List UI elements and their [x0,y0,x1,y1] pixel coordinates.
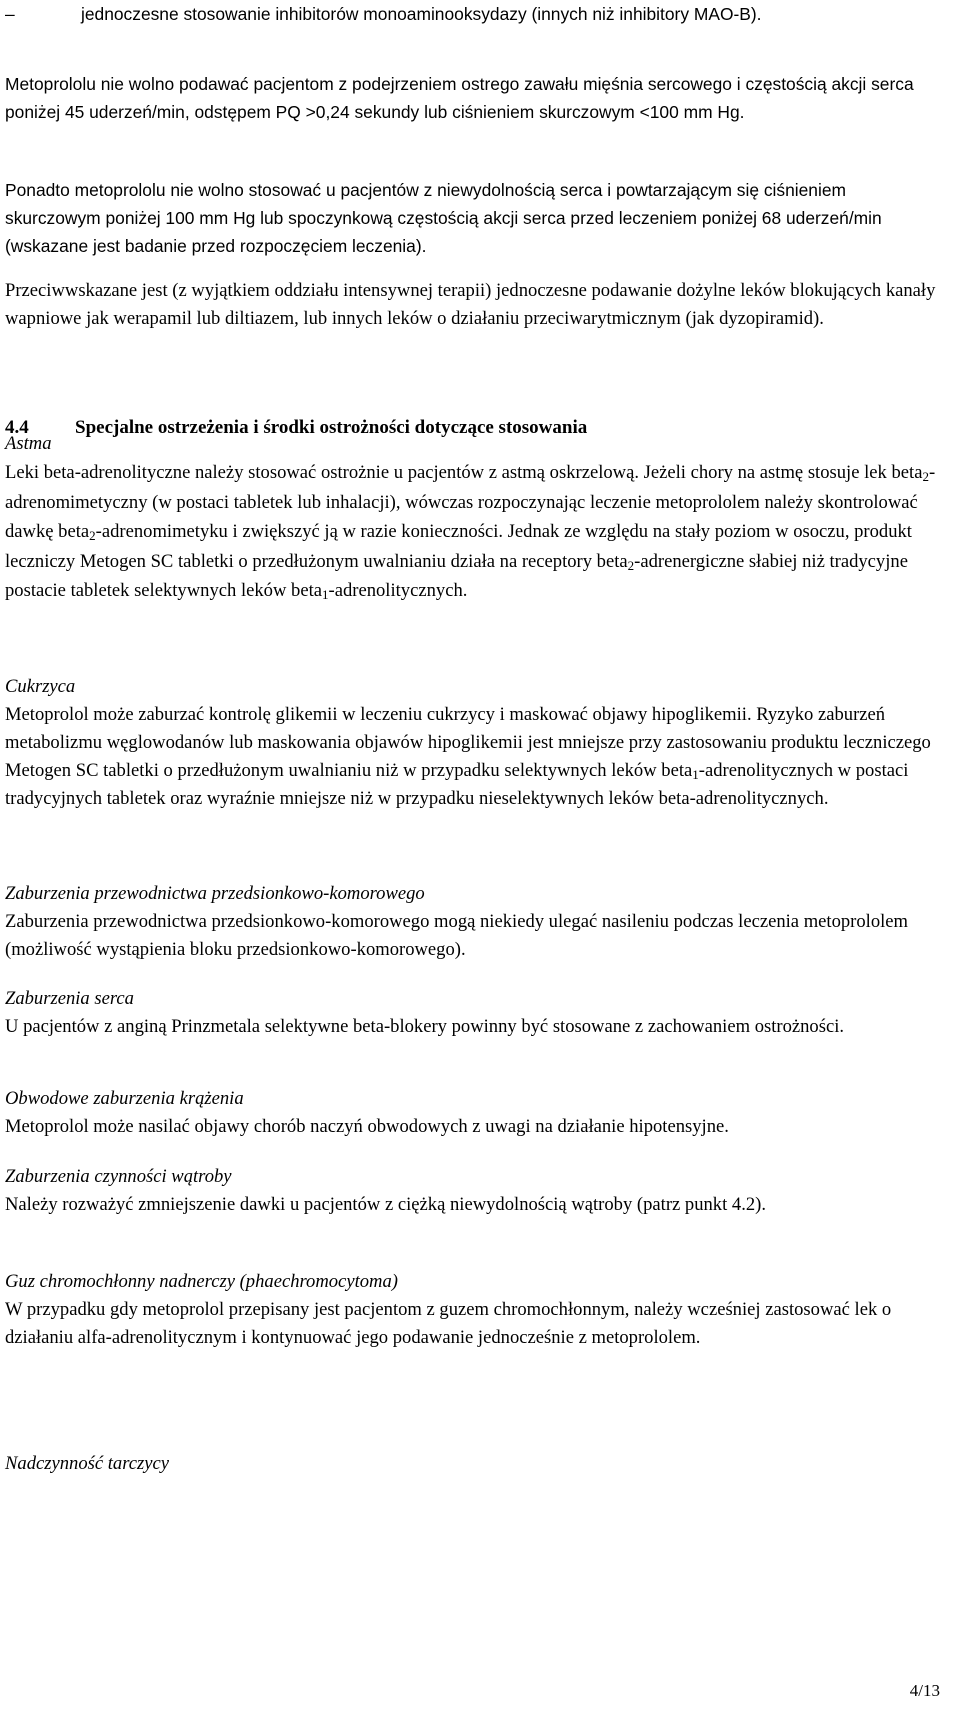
guz-text: W przypadku gdy metoprolol przepisany jest pacjentom z guzem chromochłonnym, należy wcześniej zastosować lek o działaniu alfa-adrenolitycznym i kontynuować jego podawanie jednocześnie z metoprololem. [5,1299,892,1348]
watroba-text: Należy rozważyć zmniejszenie dawki u pacjentów z ciężką niewydolnością wątroby (patrz punkt 4.2). [5,1194,767,1215]
astma-sub-3: 2 [627,557,635,573]
section-title: Specjalne ostrzeżenia i środki ostrożności dotyczące stosowania [75,417,588,438]
cukrzyca-block [5,673,945,813]
astma-text-3: -adrenomimetyku i zwiększyć ją w razie konieczności. Jednak ze względu na stały poziom w osoczu, produkt leczniczy Metogen SC tabletki o przedłużonym uwalnianiu działa na receptory beta [5,521,912,572]
contraindication-bullet [5,0,945,28]
page-number: 4/13 [909,1681,940,1700]
astma-sub-2: 2 [89,528,96,543]
guz-block [5,1268,945,1352]
astma-text-2: -adrenomimetyczny (w postaci tabletek lub inhalacji), wówczas rozpoczynając leczenie metoprololem należy skontrolować dawkę beta [5,462,936,542]
astma-text [5,458,945,606]
contraindication-paragraph-1: Metoprololu nie wolno podawać pacjentom z podejrzeniem ostrego zawału mięśnia sercowego i częstością akcji serca poniżej 45 uderzeń/min, odstępem PQ >0,24 sekundy lub ciśnieniem skurczowym <100 mm Hg. [5,74,914,122]
guz-heading: Guz chromochłonny nadnerczy (phaechromocytoma) [5,1271,398,1292]
obwodowe-heading: Obwodowe zaburzenia krążenia [5,1088,244,1109]
watroba-heading: Zaburzenia czynności wątroby [5,1166,232,1187]
przewodnictwo-heading: Zaburzenia przewodnictwa przedsionkowo-komorowego [5,883,425,904]
contraindication-paragraph-2: Ponadto metoprololu nie wolno stosować u pacjentów z niewydolnością serca i powtarzającym się ciśnieniem skurczowym poniżej 100 mm Hg lub spoczynkową częstością akcji serca przed leczeniem poniżej 68 uderzeń/min (wskazane jest badanie przed rozpoczęciem leczenia). [5,180,882,256]
serca-text: U pacjentów z anginą Prinzmetala selektywne beta-blokery powinny być stosowane z zachowaniem ostrożności. [5,1016,845,1037]
serca-heading: Zaburzenia serca [5,988,134,1009]
astma-block [5,430,945,606]
astma-text-1: Leki beta-adrenolityczne należy stosować ostrożnie u pacjentów z astmą oskrzelową. Jeżeli chory na astmę stosuje lek beta [5,462,923,483]
przewodnictwo-block [5,880,945,964]
cukrzyca-heading: Cukrzyca [5,676,76,697]
tarczyca-block [5,1450,945,1478]
astma-text-4: -adrenergiczne słabiej niż tradycyjne postacie tabletek selektywnych leków beta [5,550,908,601]
astma-sub-1: 2 [922,469,929,484]
astma-heading: Astma [5,433,52,454]
watroba-block [5,1163,945,1219]
contraindication-paragraph-3: Przeciwwskazane jest (z wyjątkiem oddziału intensywnej terapii) jednoczesne podawanie dożylne leków blokujących kanały wapniowe jak werapamil lub diltiazem, lub innych leków o działaniu przeciwarytmicznym (jak dyzopiramid). [5,280,936,329]
bullet-text: jednoczesne stosowanie inhibitorów monoaminooksydazy (innych niż inhibitory MAO-B). [81,4,762,24]
cukrzyca-text-1: Metoprolol może zaburzać kontrolę glikemii w leczeniu cukrzycy i maskować objawy hipoglikemii. Ryzyko zaburzeń metabolizmu węglowodanów lub maskowania objawów hipoglikemii jest mniejsze przy zastosowaniu produktu leczniczego Metogen SC tabletki o przedłużonym uwalnianiu niż w przypadku selektywnych leków beta [5,704,931,781]
bullet-dash: – [5,4,15,24]
astma-text-5: -adrenolitycznych. [328,580,468,601]
obwodowe-block [5,1085,945,1141]
cukrzyca-sub-1: 1 [692,767,699,782]
cukrzyca-text-2: -adrenolitycznych w postaci tradycyjnych tabletek oraz wyraźnie mniejsze niż w przypadku nieselektywnych leków beta-adrenolitycznych. [5,760,909,809]
obwodowe-text: Metoprolol może nasilać objawy chorób naczyń obwodowych z uwagi na działanie hipotensyjne. [5,1116,729,1137]
przewodnictwo-text: Zaburzenia przewodnictwa przedsionkowo-komorowego mogą niekiedy ulegać nasileniu podczas leczenia metoprololem (możliwość wystąpienia bloku przedsionkowo-komorowego). [5,911,909,960]
astma-sub-4: 1 [322,587,329,602]
section-number: 4.4 [5,417,29,438]
serca-block [5,985,945,1041]
tarczyca-heading: Nadczynność tarczycy [5,1453,170,1474]
cukrzyca-text [5,701,945,813]
